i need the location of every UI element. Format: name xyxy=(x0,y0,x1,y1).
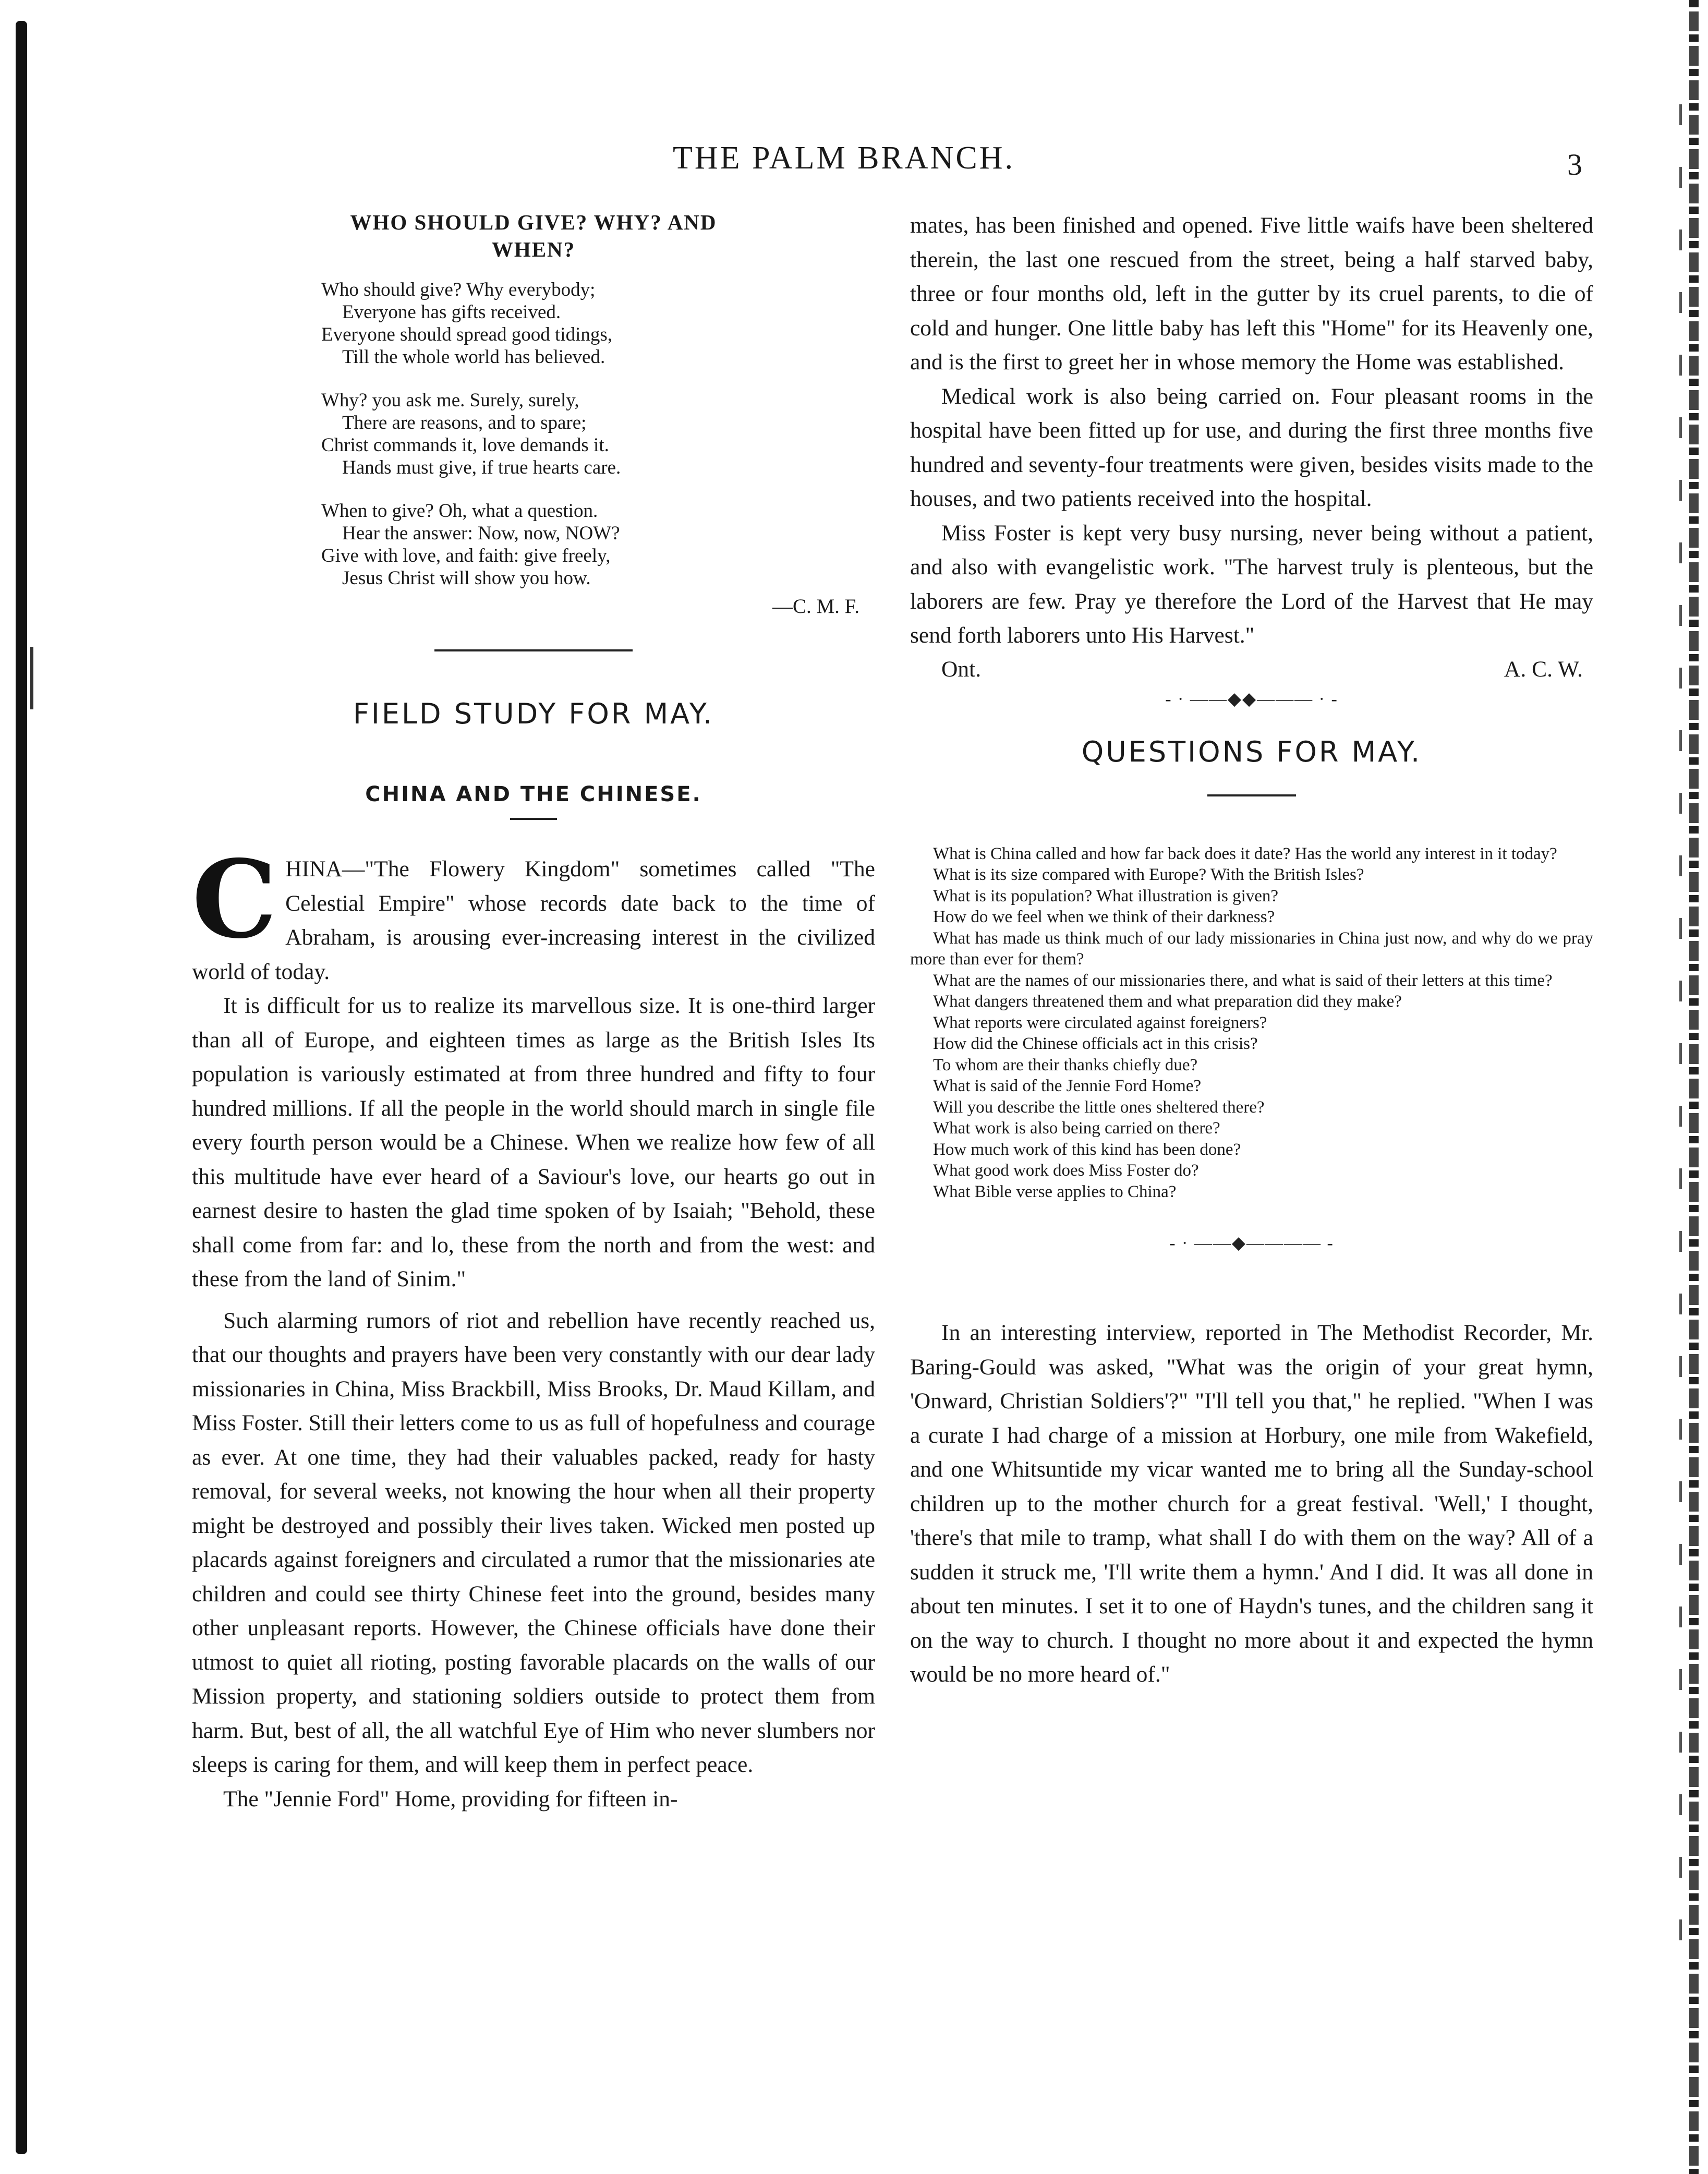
page-number: 3 xyxy=(1567,148,1582,182)
article-paragraph: Such alarming rumors of riot and rebellion have recently reached us, that our thoughts and prayers have been very constantly with our dear lady missionaries in China, Miss Brackbill, Miss Brooks, Dr. Maud Killam, and Miss Foster. Still their letters come to us as full of hopefulness and courage as ever. At one time, they had their valuables packed, ready for hasty removal, for several weeks, not knowing the hour when all their property might be destroyed and possibly their lives taken. Wicked men posted up placards against foreigners and circulated a rumor that the missionaries ate children and could see thirty Chinese feet into the ground, besides many other unpleasant reports. However, the Chinese officials have done their utmost to quiet all rioting, posting favorable placards on the walls of our Mission property, and stationing soldiers outside to protect them from harm. But, best of all, the all watchful Eye of Him who never slumbers nor sleeps is caring for them, and will keep them in perfect peace. xyxy=(192,1308,875,1777)
poem-line: Everyone has gifts received. xyxy=(342,301,561,323)
page-binding-edge-right xyxy=(1689,0,1699,2174)
right-column xyxy=(910,209,1593,1692)
questions-list xyxy=(910,843,1593,1203)
question-item: What dangers threatened them and what preparation did they make? xyxy=(933,992,1402,1011)
question-item: What has made us think much of our lady missionaries in China just now, and why do we pray more than ever for them? xyxy=(910,928,1593,969)
ornament-divider: - · ——◆———— - xyxy=(1169,1234,1334,1253)
drop-cap: C xyxy=(192,837,277,962)
article-paragraph: It is difficult for us to realize its marvellous size. It is one-third larger than all of Europe, and eighteen times as large as the British Isles Its population is variously estimated at from three hundred and fifty to four hundred millions. If all the people in the world should march in single file every fourth person would be a Chinese. When we realize how few of all this multitude have ever heard of a Saviour's love, our hearts go out in earnest desire to hasten the glad time spoken of by Isaiah; "Behold, these shall come from far: and lo, these from the north and from the west: and these from the land of Sinim." xyxy=(192,993,875,1291)
question-item: What is its size compared with Europe? With the British Isles? xyxy=(933,865,1364,884)
poem-line: Jesus Christ will show you how. xyxy=(342,567,591,589)
signature-place: Ont. xyxy=(941,656,982,682)
question-item: What are the names of our missionaries there, and what is said of their letters at this time? xyxy=(933,971,1553,990)
page-binding-edge-left xyxy=(16,21,27,2154)
question-item: Will you describe the little ones sheltered there? xyxy=(933,1097,1265,1117)
poem-line: There are reasons, and to spare; xyxy=(342,412,587,433)
poem-line: Why? you ask me. Surely, surely, xyxy=(321,390,579,411)
signature-initials: A. C. W. xyxy=(1504,656,1583,682)
questions-title: QUESTIONS FOR MAY. xyxy=(1081,735,1422,768)
poem-line: Hands must give, if true hearts care. xyxy=(342,457,621,478)
divider-rule xyxy=(434,649,633,651)
field-study-subtitle: CHINA AND THE CHINESE. xyxy=(365,782,702,806)
poem-line: Give with love, and faith: give freely, xyxy=(321,545,611,566)
question-item: To whom are their thanks chiefly due? xyxy=(933,1055,1198,1074)
poem-line: Hear the answer: Now, now, NOW? xyxy=(342,523,620,544)
poem-signature: —C. M. F. xyxy=(772,595,859,618)
page-binding-mark xyxy=(30,647,33,709)
question-item: What is said of the Jennie Ford Home? xyxy=(933,1077,1202,1095)
question-item: What good work does Miss Foster do? xyxy=(933,1161,1199,1180)
article-paragraph: Miss Foster is kept very busy nursing, never being without a patient, and also with evangelistic work. "The harvest truly is plenteous, but the laborers are few. Pray ye therefore the Lord of the Harvest that He may send forth laborers unto His Harvest." xyxy=(910,520,1593,648)
poem-line: Who should give? Why everybody; xyxy=(321,279,596,300)
article-signature xyxy=(910,653,1593,685)
ornament-divider: - · ——◆◆——— · - xyxy=(1165,689,1338,709)
poem-title: WHO SHOULD GIVE? WHY? AND WHEN? xyxy=(350,210,717,261)
article-paragraph: In an interesting interview, reported in The Methodist Recorder, Mr. Baring-Gould was asked, "What was the origin of your great hymn, 'Onward, Christian Soldiers'?" "I'll tell you that," he replied. "When I was a curate I had charge of a mission at Horbury, one mile from Wakefield, and one Whitsuntide my vicar wanted me to bring all the Sunday-school children up to the mother church for a great festival. 'Well,' I thought, 'there's that mile to tramp, what shall I do with them on the way? All of a sudden it struck me, 'I'll write them a hymn.' And I did. It was all done in about ten minutes. I set it to one of Haydn's tunes, and the children sang it on the way to church. I thought no more about it and expected the hymn would be no more heard of." xyxy=(910,1320,1593,1687)
poem-line: When to give? Oh, what a question. xyxy=(321,500,598,522)
article-paragraph: Medical work is also being carried on. Four pleasant rooms in the hospital have been fitted up for use, and during the first three months five hundred and seventy-four treatments were given, besides visits made to the houses, and two patients received into the hospital. xyxy=(910,383,1593,511)
question-item: How did the Chinese officials act in this crisis? xyxy=(933,1034,1258,1053)
question-item: What Bible verse applies to China? xyxy=(933,1182,1177,1201)
poem-stanza-2 xyxy=(321,389,875,479)
poem-stanza-1 xyxy=(321,279,875,368)
article-paragraph: CHINA—"The Flowery Kingdom" sometimes called "The Celestial Empire" whose records date back to the time of Abraham, is arousing ever-increasing interest in the civilized world of today. xyxy=(192,837,875,984)
article-paragraph: mates, has been finished and opened. Five little waifs have been sheltered therein, the last one rescued from the street, being a half starved baby, three or four months old, left in the gutter by its cruel parents, to die of cold and hunger. One little baby has left this "Home" for its Heavenly one, and is the first to greet her in whose memory the Home was established. xyxy=(910,213,1593,375)
poem-stanza-3 xyxy=(321,500,875,589)
questions-rule xyxy=(1207,794,1296,796)
question-item: What reports were circulated against foreigners? xyxy=(933,1013,1267,1032)
left-column xyxy=(192,209,875,1816)
poem-line: Everyone should spread good tidings, xyxy=(321,324,612,345)
subtitle-rule xyxy=(510,818,557,820)
page-binding-shadow-right xyxy=(1679,104,1682,1982)
question-item: What work is also being carried on there? xyxy=(933,1119,1220,1138)
poem-line: Till the whole world has believed. xyxy=(342,346,605,368)
article-paragraph: The "Jennie Ford" Home, providing for fifteen in- xyxy=(223,1786,678,1811)
running-head-title: THE PALM BRANCH. xyxy=(673,140,1015,176)
question-item: How do we feel when we think of their darkness? xyxy=(933,908,1275,926)
poem xyxy=(321,279,875,589)
field-study-title: FIELD STUDY FOR MAY. xyxy=(353,697,714,730)
question-item: What is its population? What illustration is given? xyxy=(933,886,1279,905)
question-item: How much work of this kind has been done? xyxy=(933,1140,1241,1159)
poem-line: Christ commands it, love demands it. xyxy=(321,434,609,456)
question-item: What is China called and how far back does it date? Has the world any interest in it today? xyxy=(933,844,1557,863)
